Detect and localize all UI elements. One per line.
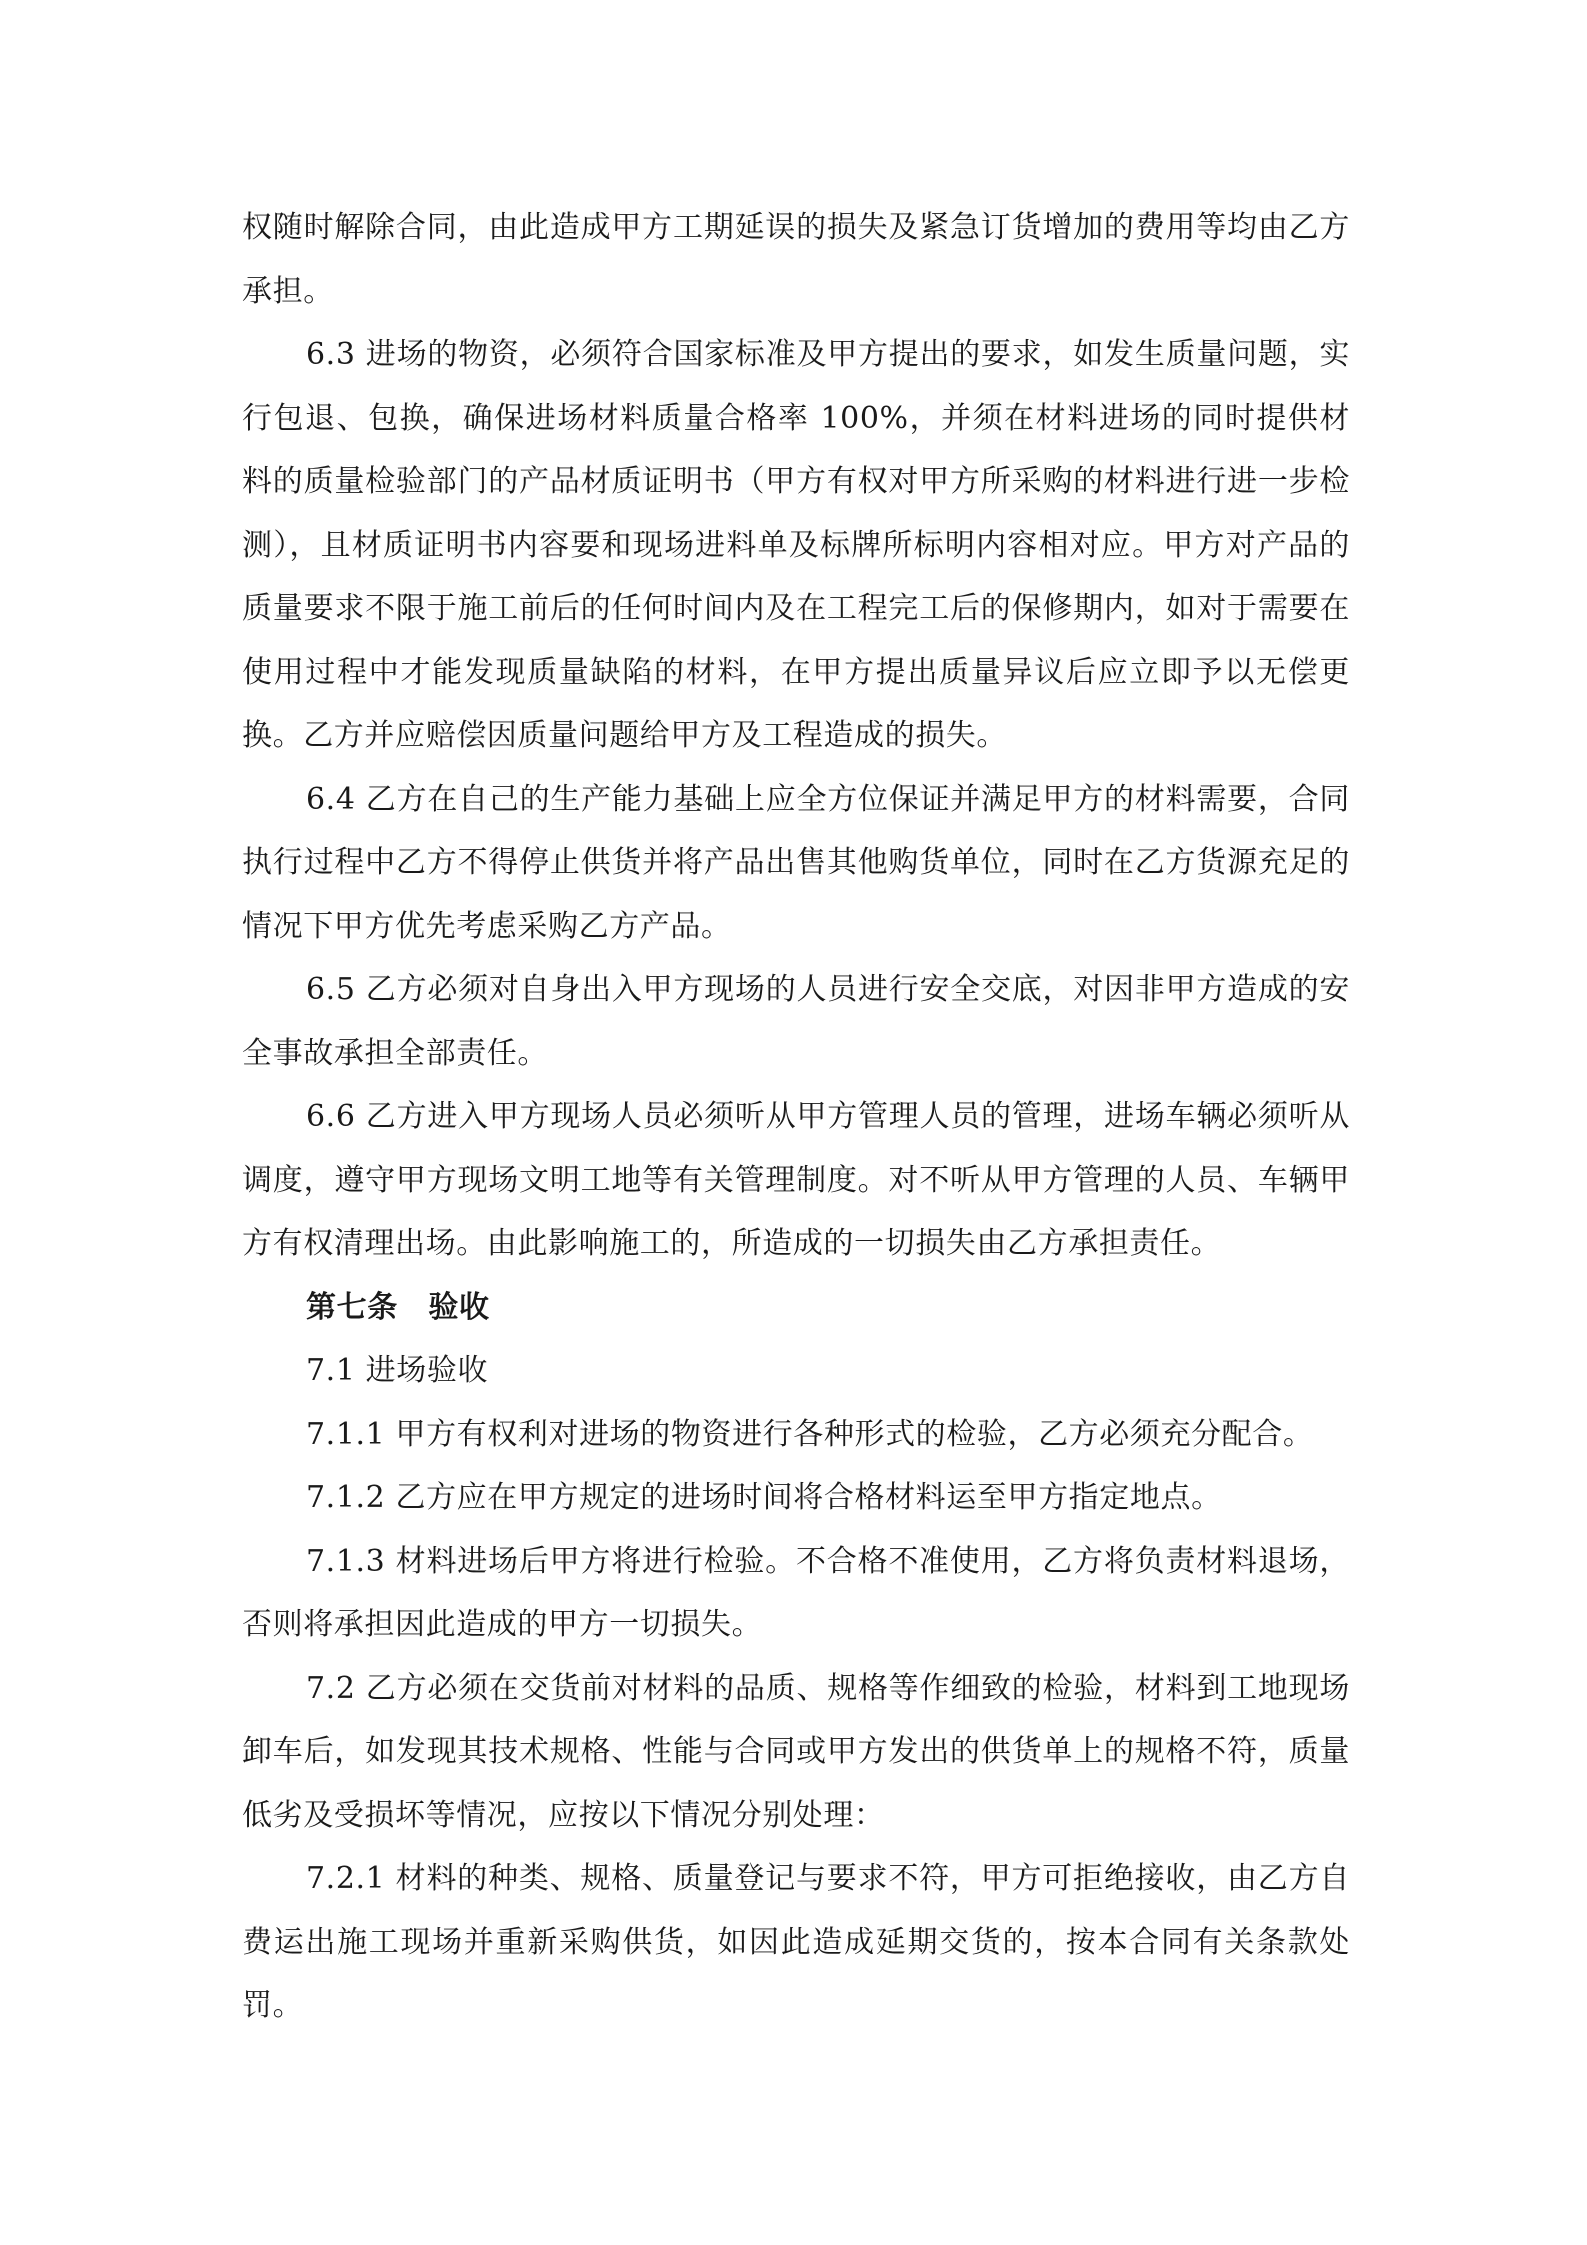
paragraph-continuation: 权随时解除合同，由此造成甲方工期延误的损失及紧急订货增加的费用等均由乙方承担。 [242, 210, 1350, 309]
document-page [242, 196, 1350, 2038]
paragraph-6-4: 6.4 乙方在自己的生产能力基础上应全方位保证并满足甲方的材料需要，合同执行过程中乙方不得停止供货并将产品出售其他购货单位，同时在乙方货源充足的情况下甲方优先考虑采购乙方产品。 [242, 781, 1350, 944]
paragraph-7-1-2: 7.1.2 乙方应在甲方规定的进场时间将合格材料运至甲方指定地点。 [306, 1480, 1222, 1515]
paragraph-7-1-3: 7.1.3 材料进场后甲方将进行检验。不合格不准使用，乙方将负责材料退场，否则将承担因此造成的甲方一切损失。 [242, 1543, 1350, 1642]
paragraph-7-1-1: 7.1.1 甲方有权利对进场的物资进行各种形式的检验，乙方必须充分配合。 [306, 1416, 1314, 1452]
paragraph-6-3: 6.3 进场的物资，必须符合国家标准及甲方提出的要求，如发生质量问题，实行包退、包换，确保进场材料质量合格率 100%，并须在材料进场的同时提供材料的质量检验部门的产品材质证明书（甲方有权对甲方所采购的材料进行进一步检测），且材质证明书内容要和现场进料单及标牌所标明内容相对应。甲方对产品的质量要求不限于施工前后的任何时间内及在工程完工后的保修期内，如对于需要在使用过程中才能发现质量缺陷的材料，在甲方提出质量异议后应立即予以无偿更换。乙方并应赔偿因质量问题给甲方及工程造成的损失。 [242, 337, 1350, 753]
article-7-heading: 第七条 验收 [306, 1289, 490, 1325]
paragraph-7-1: 7.1 进场验收 [306, 1353, 489, 1388]
paragraph-6-5: 6.5 乙方必须对自身出入甲方现场的人员进行安全交底，对因非甲方造成的安全事故承担全部责任。 [242, 972, 1350, 1071]
paragraph-6-6: 6.6 乙方进入甲方现场人员必须听从甲方管理人员的管理，进场车辆必须听从调度，遵守甲方现场文明工地等有关管理制度。对不听从甲方管理的人员、车辆甲方有权清理出场。由此影响施工的，所造成的一切损失由乙方承担责任。 [242, 1099, 1350, 1261]
paragraph-7-2: 7.2 乙方必须在交货前对材料的品质、规格等作细致的检验，材料到工地现场卸车后，如发现其技术规格、性能与合同或甲方发出的供货单上的规格不符，质量低劣及受损坏等情况，应按以下情况分别处理： [242, 1670, 1350, 1833]
paragraph-7-2-1: 7.2.1 材料的种类、规格、质量登记与要求不符，甲方可拒绝接收，由乙方自费运出施工现场并重新采购供货，如因此造成延期交货的，按本合同有关条款处罚。 [242, 1861, 1350, 2023]
